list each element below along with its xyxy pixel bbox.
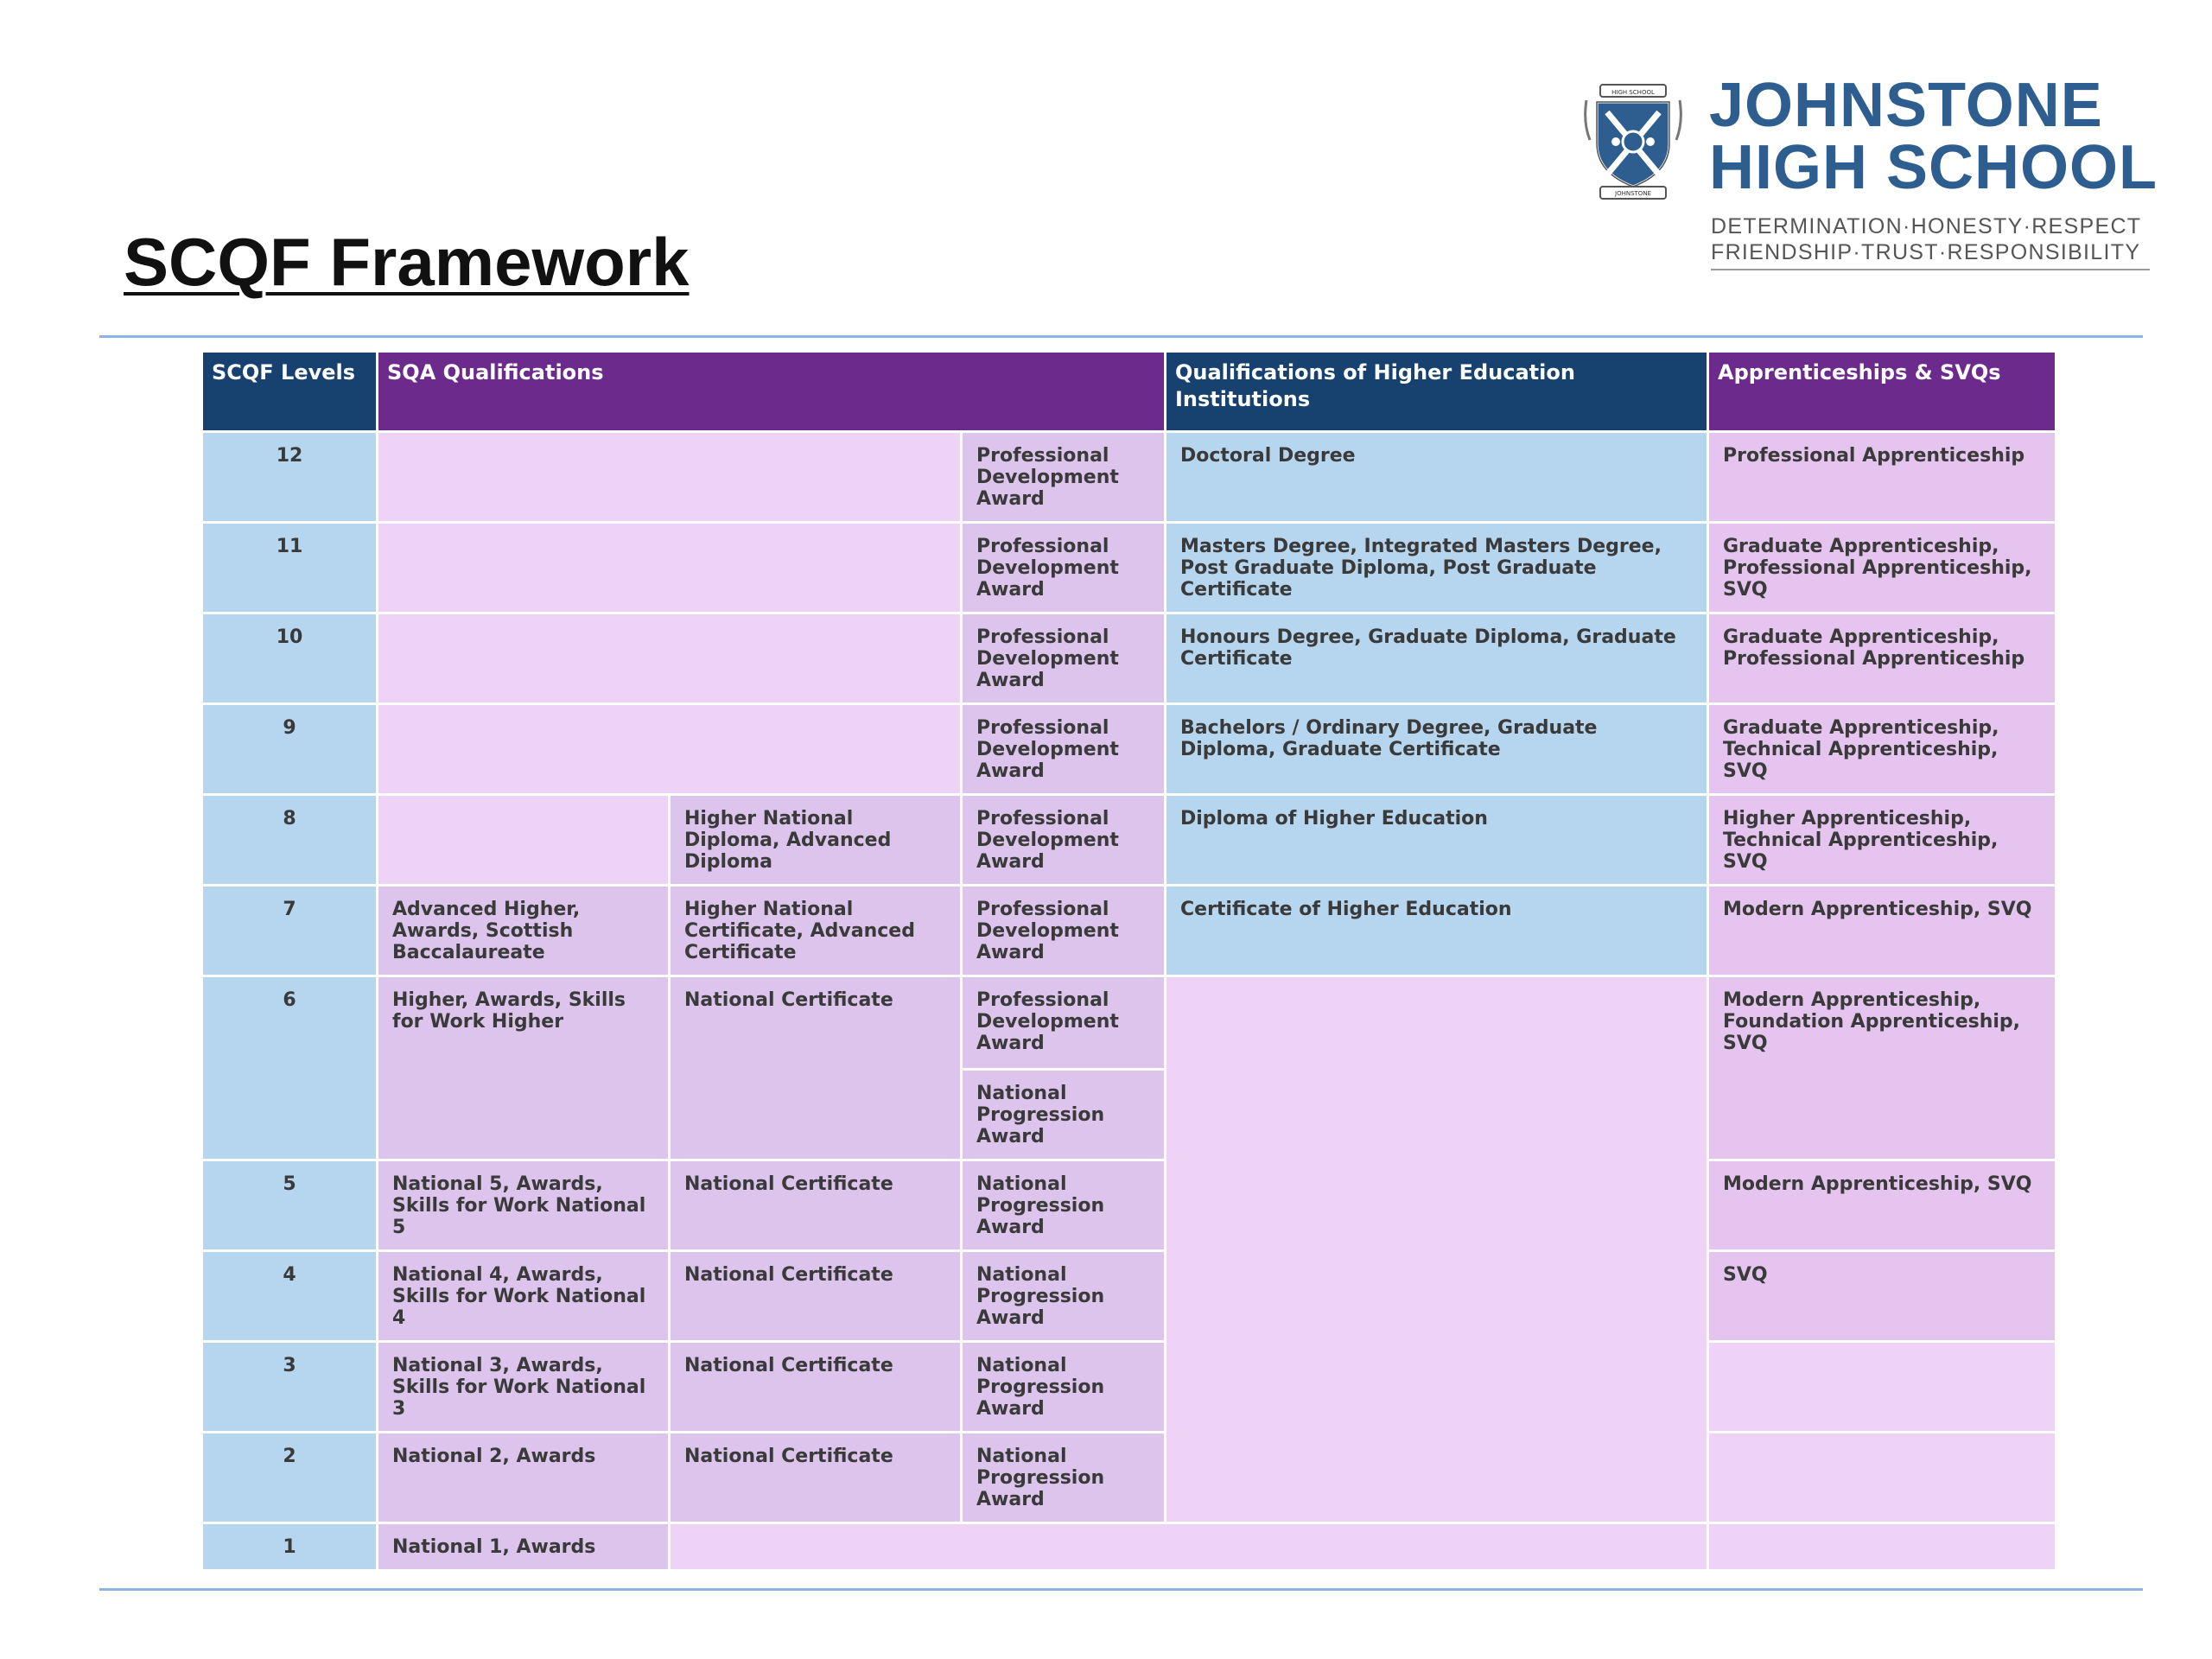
sqa-school-cell: National 3, Awards, Skills for Work National 3 bbox=[378, 1343, 668, 1431]
sqa-npa-cell: National Progression Award bbox=[963, 1433, 1164, 1522]
sqa-hn-cell: Higher National Certificate, Advanced Certificate bbox=[671, 887, 960, 975]
school-logo bbox=[1581, 71, 2158, 278]
app-empty-cell bbox=[1709, 1524, 2055, 1569]
sqa-school-cell: National 4, Awards, Skills for Work National 4 bbox=[378, 1252, 668, 1340]
sqa-npa-cell: National Progression Award bbox=[963, 1161, 1164, 1249]
level-cell: 5 bbox=[203, 1161, 376, 1249]
sqa-pda-cell: Professional Development Award bbox=[963, 705, 1164, 793]
sqa-pda-cell: Professional Development Award bbox=[963, 524, 1164, 612]
level-cell: 11 bbox=[203, 524, 376, 612]
sqa-npa-cell: National Progression Award bbox=[963, 1343, 1164, 1431]
sqa-empty-cell bbox=[378, 524, 960, 612]
sqa-hn-cell: Higher National Diploma, Advanced Diploma bbox=[671, 796, 960, 884]
sqa-nc-cell: National Certificate bbox=[671, 1161, 960, 1249]
sqa-empty-cell bbox=[378, 796, 668, 884]
school-crest-icon bbox=[1581, 79, 1685, 200]
level-cell: 9 bbox=[203, 705, 376, 793]
level-cell: 2 bbox=[203, 1433, 376, 1522]
school-values-line2: FRIENDSHIP·TRUST·RESPONSIBILITY bbox=[1711, 240, 2141, 264]
app-cell: Graduate Apprenticeship, Technical Apprenticeship, SVQ bbox=[1709, 705, 2055, 793]
sqa-school-cell: National 5, Awards, Skills for Work National 5 bbox=[378, 1161, 668, 1249]
sqa-pda-cell: Professional Development Award bbox=[963, 887, 1164, 975]
level-cell: 6 bbox=[203, 977, 376, 1159]
crest-top-text: HIGH SCHOOL bbox=[1611, 89, 1655, 96]
app-cell: Modern Apprenticeship, SVQ bbox=[1709, 887, 2055, 975]
school-name-line2: HIGH SCHOOL bbox=[1709, 133, 2158, 202]
app-cell: Modern Apprenticeship, SVQ bbox=[1709, 1161, 2055, 1249]
he-cell: Bachelors / Ordinary Degree, Graduate Diploma, Graduate Certificate bbox=[1166, 705, 1707, 793]
empty-cell bbox=[671, 1524, 1707, 1569]
app-cell: Higher Apprenticeship, Technical Apprenticeship, SVQ bbox=[1709, 796, 2055, 884]
school-name-line1: JOHNSTONE bbox=[1709, 71, 2103, 140]
sqa-pda-cell: Professional Development Award bbox=[963, 977, 1164, 1068]
sqa-school-cell: National 1, Awards bbox=[378, 1524, 668, 1569]
level-cell: 7 bbox=[203, 887, 376, 975]
level-cell: 3 bbox=[203, 1343, 376, 1431]
he-empty-cell bbox=[1166, 977, 1707, 1522]
app-empty-cell bbox=[1709, 1433, 2055, 1522]
sqa-nc-cell: National Certificate bbox=[671, 1433, 960, 1522]
app-empty-cell bbox=[1709, 1343, 2055, 1431]
level-cell: 1 bbox=[203, 1524, 376, 1569]
school-name bbox=[1709, 71, 2158, 202]
sqa-nc-cell: National Certificate bbox=[671, 1343, 960, 1431]
sqa-nc-cell: National Certificate bbox=[671, 1252, 960, 1340]
header-he: Qualifications of Higher Education Institutions bbox=[1166, 353, 1707, 430]
school-values bbox=[1711, 213, 2150, 270]
sqa-empty-cell bbox=[378, 614, 960, 702]
level-cell: 12 bbox=[203, 433, 376, 521]
crest-bottom-text: JOHNSTONE bbox=[1615, 190, 1651, 197]
school-values-line1: DETERMINATION·HONESTY·RESPECT bbox=[1711, 214, 2142, 238]
top-divider bbox=[99, 335, 2143, 338]
sqa-npa-cell: National Progression Award bbox=[963, 1071, 1164, 1159]
app-cell: Professional Apprenticeship bbox=[1709, 433, 2055, 521]
level-cell: 8 bbox=[203, 796, 376, 884]
he-cell: Certificate of Higher Education bbox=[1166, 887, 1707, 975]
sqa-pda-cell: Professional Development Award bbox=[963, 433, 1164, 521]
app-cell: Modern Apprenticeship, Foundation Apprenticeship, SVQ bbox=[1709, 977, 2055, 1159]
app-cell: Graduate Apprenticeship, Professional Apprenticeship bbox=[1709, 614, 2055, 702]
sqa-school-cell: Advanced Higher, Awards, Scottish Baccalaureate bbox=[378, 887, 668, 975]
header-levels: SCQF Levels bbox=[203, 353, 376, 430]
slide-title: SCQF Framework bbox=[124, 224, 690, 300]
sqa-school-cell: National 2, Awards bbox=[378, 1433, 668, 1522]
level-cell: 4 bbox=[203, 1252, 376, 1340]
header-app: Apprenticeships & SVQs bbox=[1709, 353, 2055, 430]
bottom-divider bbox=[99, 1588, 2143, 1591]
header-sqa: SQA Qualifications bbox=[378, 353, 1164, 430]
scqf-table bbox=[203, 353, 2042, 1558]
sqa-empty-cell bbox=[378, 433, 960, 521]
app-cell: Graduate Apprenticeship, Professional Apprenticeship, SVQ bbox=[1709, 524, 2055, 612]
he-cell: Masters Degree, Integrated Masters Degree, Post Graduate Diploma, Post Graduate Certificate bbox=[1166, 524, 1707, 612]
sqa-school-cell: Higher, Awards, Skills for Work Higher bbox=[378, 977, 668, 1159]
sqa-pda-cell: Professional Development Award bbox=[963, 614, 1164, 702]
app-cell: SVQ bbox=[1709, 1252, 2055, 1340]
level-cell: 10 bbox=[203, 614, 376, 702]
sqa-pda-cell: Professional Development Award bbox=[963, 796, 1164, 884]
sqa-empty-cell bbox=[378, 705, 960, 793]
sqa-npa-cell: National Progression Award bbox=[963, 1252, 1164, 1340]
he-cell: Honours Degree, Graduate Diploma, Graduate Certificate bbox=[1166, 614, 1707, 702]
he-cell: Diploma of Higher Education bbox=[1166, 796, 1707, 884]
he-cell: Doctoral Degree bbox=[1166, 433, 1707, 521]
sqa-nc-cell: National Certificate bbox=[671, 977, 960, 1159]
